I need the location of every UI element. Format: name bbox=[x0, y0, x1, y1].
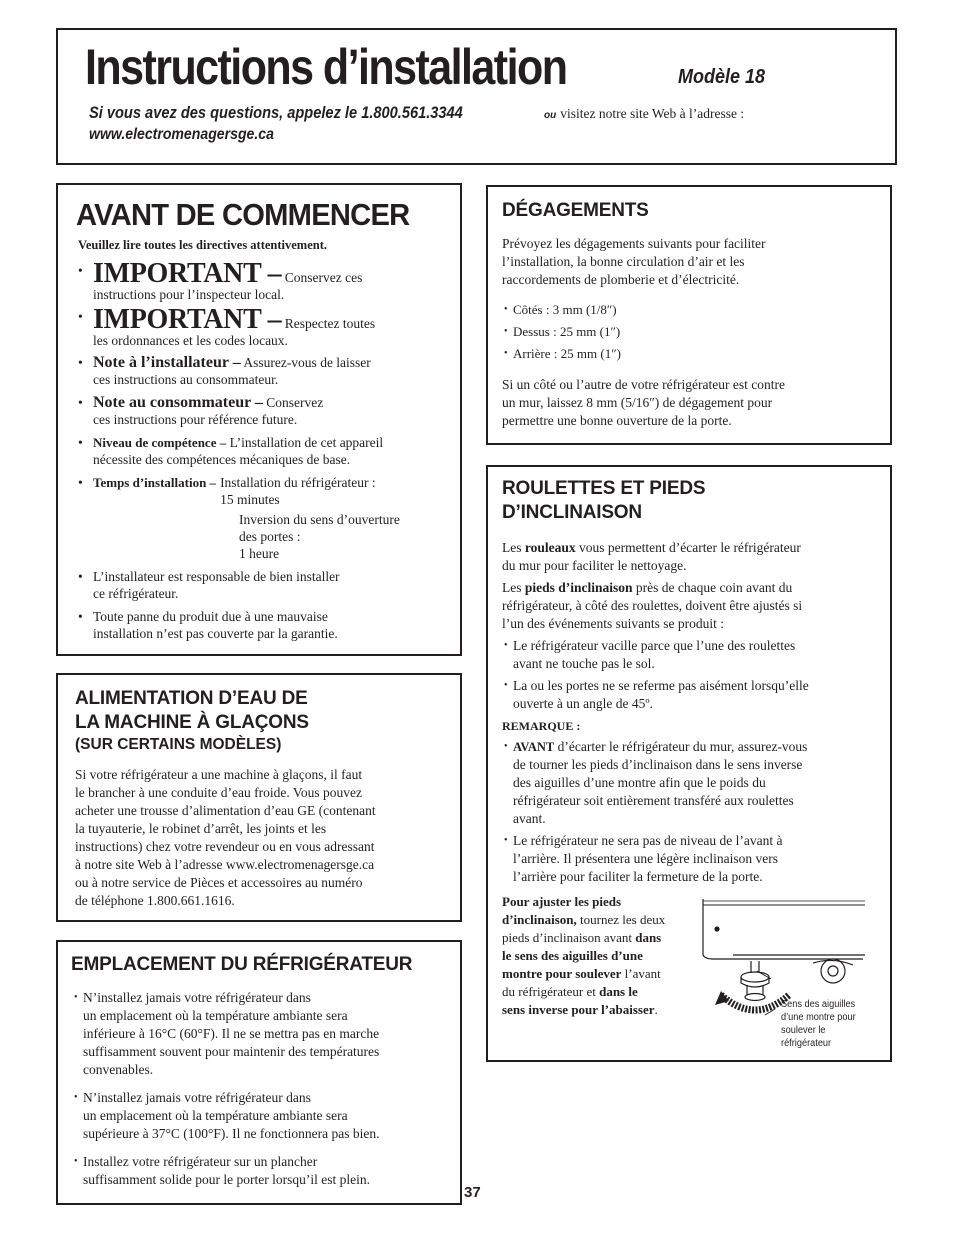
remarque-label: REMARQUE : bbox=[502, 719, 581, 733]
list-item: • N’installez jamais votre réfrigérateur dans un emplacement où la température ambiante sera inférieure à 16°C (60°F). Il ne se mettra pas en marche suffisamment souvent pour maintenir des températures convenables. bbox=[74, 990, 380, 1077]
phone-question: Si vous avez des questions, appelez le 1.800.561.3344 bbox=[89, 103, 463, 122]
roulettes-body: Les rouleaux vous permettent d’écarter le réfrigérateur du mur pour faciliter le nettoyage. Les pieds d’inclinaison près de chaque coin avant du réfrigérateur, à côté des roulettes, doivent être ajustés si l’un des événements suivants se produit : • Le réfrigérateur vacille parce que l’une des roulettes avant ne touche pas le sol. • La ou les portes ne se referme pas aisément lorsqu’elle ouverte à un angle de 45º. REMARQUE : • AVANT d’écarter le réfrigérateur du mur, assurez-vous de tourner les pieds d’inclinaison dans le sens inverse des aiguilles d’une montre afin que le poids du réfrigérateur soit entièrement transféré aux roulettes avant. • Le réfrigérateur ne sera pas de niveau de l’avant à l’arrière. Il présentera une légère inclinaison vers l’arrière pour faciliter la fermeture de la porte. bbox=[502, 539, 887, 886]
model-label: Modèle 18 bbox=[678, 66, 766, 88]
phone-ou: ou bbox=[544, 110, 557, 121]
alimentation-section bbox=[56, 673, 462, 922]
phone-line bbox=[89, 103, 879, 123]
list-item: • Le réfrigérateur ne sera pas de niveau de l’avant à l’arrière. Il présentera une légère inclinaison vers l’arrière pour faciliter la fermeture de la porte. bbox=[504, 833, 783, 884]
emplacement-section bbox=[56, 940, 462, 1205]
list-item: • Dessus : 25 mm (1″) bbox=[504, 324, 621, 339]
degagements-note: Si un côté ou l’autre de votre réfrigérateur est contre un mur, laissez 8 mm (5/16″) de dégagement pour permettre une bonne ouverture de la porte. bbox=[502, 377, 785, 428]
website-link[interactable]: www.electromenagersge.ca bbox=[89, 126, 274, 143]
degagements-title: DÉGAGEMENTS bbox=[502, 200, 649, 221]
list-item: • Le réfrigérateur vacille parce que l’une des roulettes avant ne touche pas le sol. bbox=[504, 638, 796, 671]
degagements-intro: Prévoyez les dégagements suivants pour faciliter l’installation, la bonne circulation d’air et les raccordements de plomberie et d’électricité. bbox=[502, 236, 766, 287]
list-item: • Installez votre réfrigérateur sur un plancher suffisamment solide pour le porter lorsqu’il est plein. bbox=[74, 1154, 370, 1187]
degagements-list bbox=[502, 299, 621, 365]
list-item: • L’installateur est responsable de bien installer ce réfrigérateur. bbox=[78, 569, 340, 601]
alimentation-subtitle: (SUR CERTAINS MODÈLES) bbox=[75, 736, 282, 753]
degagements-section bbox=[486, 185, 892, 445]
alimentation-title-1: ALIMENTATION D’EAU DE bbox=[75, 688, 308, 709]
adjust-instructions: Pour ajuster les pieds d’inclinaison, tournez les deux pieds d’inclinaison avant dans le sens des aiguilles d’une montre pour soulever l’avant du réfrigérateur et dans le sens inverse pour l’abaisser. bbox=[502, 894, 666, 1017]
list-item: • Niveau de compétence – L’installation de cet appareil nécessite des compétences mécaniques de base. bbox=[78, 435, 384, 467]
illustration-caption: Sens des aiguilles d’une montre pour soulever le réfrigérateur bbox=[781, 999, 856, 1049]
avant-title: AVANT DE COMMENCER bbox=[76, 197, 410, 232]
list-item: • Toute panne du produit due à une mauvaise installation n’est pas couverte par la garantie. bbox=[78, 609, 338, 641]
alimentation-title-2: LA MACHINE À GLAÇONS bbox=[75, 712, 309, 733]
list-item: • IMPORTANT – Respectez toutes les ordonnances et les codes locaux. bbox=[78, 304, 376, 348]
phone-rest: visitez notre site Web à l’adresse : bbox=[560, 106, 745, 121]
list-item: • N’installez jamais votre réfrigérateur dans un emplacement où la température ambiante sera supérieure à 37°C (100°F). Il ne fonctionnera pas bien. bbox=[74, 1090, 380, 1141]
list-item: • Note au consommateur – Conservez ces instructions pour référence future. bbox=[78, 394, 324, 427]
list-item: • AVANT d’écarter le réfrigérateur du mur, assurez-vous de tourner les pieds d’inclinaison dans le sens inverse des aiguilles d’une montre afin que le poids du réfrigérateur soit entièrement transféré aux roulettes avant. bbox=[504, 739, 808, 826]
page-number: 37 bbox=[464, 1184, 481, 1201]
avant-intro: Veuillez lire toutes les directives attentivement. bbox=[78, 238, 328, 252]
list-item: • La ou les portes ne se referme pas aisément lorsqu’elle ouverte à un angle de 45º. bbox=[504, 678, 809, 711]
page-title: Instructions d’installation bbox=[85, 39, 567, 95]
roulettes-title-2: D’INCLINAISON bbox=[502, 502, 642, 523]
header-box bbox=[56, 28, 897, 165]
list-item: • IMPORTANT – Conservez ces instructions pour l’inspecteur local. bbox=[78, 258, 363, 302]
list-item: • Note à l’installateur – Assurez-vous de laisser ces instructions au consommateur. bbox=[78, 354, 371, 387]
emplacement-title: EMPLACEMENT DU RÉFRIGÉRATEUR bbox=[71, 954, 413, 975]
avant-section bbox=[56, 183, 462, 656]
roulettes-section bbox=[486, 465, 892, 1062]
avant-list bbox=[76, 258, 456, 642]
roulettes-title-1: ROULETTES ET PIEDS bbox=[502, 478, 706, 499]
alimentation-body: Si votre réfrigérateur a une machine à glaçons, il faut le brancher à une conduite d’eau froide. Vous pouvez acheter une trousse d’alimentation d’eau GE (contenant la tuyauterie, le robinet d’arrêt, les joints et les instructions) chez votre revendeur ou en vous adressant à notre site Web à l’adresse www.electromenagersge.ca ou à notre service de Pièces et accessoires au numéro de téléphone 1.800.661.1616. bbox=[75, 767, 376, 908]
list-item: • Temps d’installation – Installation du réfrigérateur : 15 minutes Inversion du sens d’ouverture des portes : 1 heure bbox=[78, 475, 400, 561]
list-item: • Arrière : 25 mm (1″) bbox=[504, 346, 621, 361]
emplacement-body bbox=[72, 989, 457, 1189]
list-item: • Côtés : 3 mm (1/8″) bbox=[504, 302, 617, 317]
